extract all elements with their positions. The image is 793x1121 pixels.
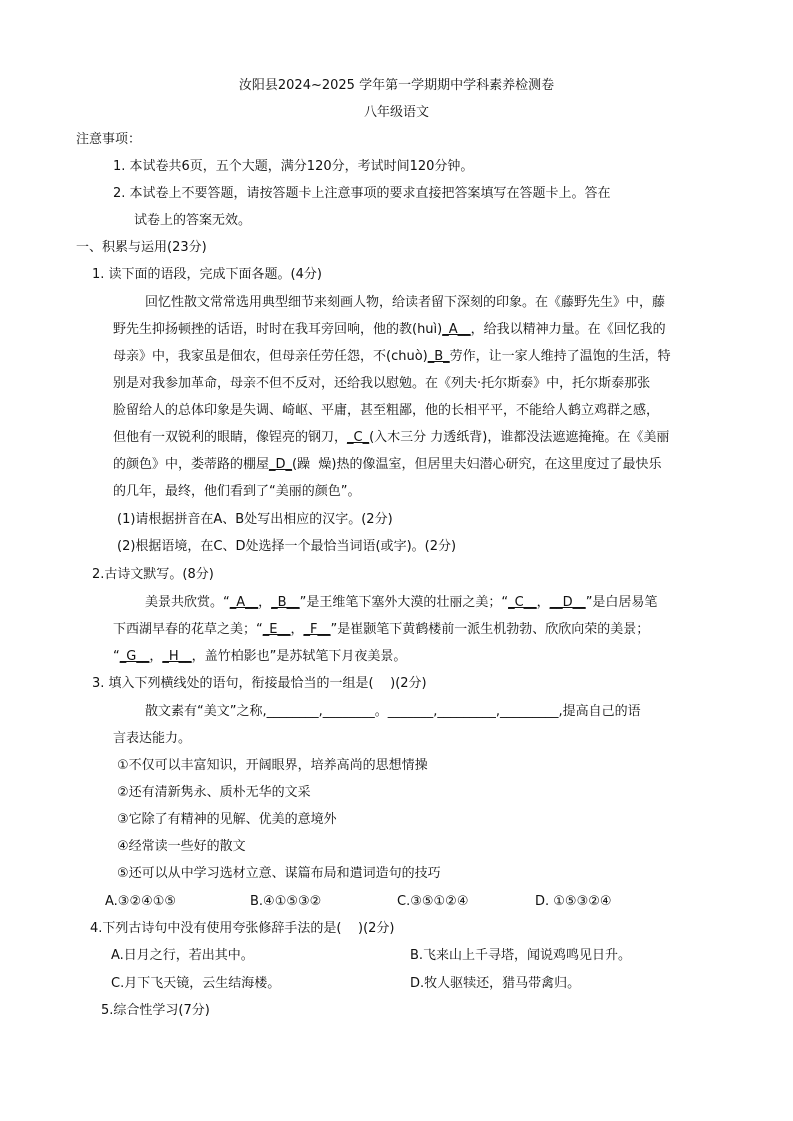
q4-choice-b: B.飞来山上千寻塔，闻说鸡鸣见日升。 (410, 948, 632, 963)
q3-body-line2: 言表达能力。 (113, 731, 192, 746)
q4-choice-d: D.牧人驱犊还，猎马带禽归。 (410, 976, 581, 991)
q3-choice-c: C.③⑤①②④ (397, 894, 469, 909)
blank-b: _B_ (427, 349, 450, 364)
q4-stem: 4.下列古诗句中没有使用夸张修辞手法的是( )(2分) (90, 921, 395, 936)
q2-line1: 美景共欣赏。“_A__，_B__”是王维笔下塞外大漠的壮丽之美；“_C__，__D__”是白居易笔 (145, 595, 658, 610)
q1-para-line6: 但他有一双锐利的眼睛，像锃亮的钢刀，_C_(入木三分 力透纸背)，谁都没法遮遮掩掩。在《美丽 (113, 430, 670, 445)
q3-choice-b: B.④①⑤③② (250, 894, 322, 909)
q1-para-line5: 脸留给人的总体印象是失调、崎岖、平庸，甚至粗鄙，他的长相平平，不能给人鹤立鸡群之感， (113, 403, 660, 418)
section1-heading: 一、积累与运用(23分) (76, 240, 207, 255)
q1-para-line2: 野先生抑扬顿挫的话语，时时在我耳旁回响，他的教(huì)_A__，给我以精神力量。在《回忆我的 (113, 322, 666, 337)
q1-para-line3: 母亲》中，我家虽是佃农，但母亲任劳任怨，不(chuò)_B_劳作，让一家人维持了温饱的生活，特 (113, 349, 671, 364)
q3-option-2: ②还有清新隽永、质朴无华的文采 (117, 785, 311, 800)
q2-line3: “_G__，_H__，盖竹柏影也”是苏轼笔下月夜美景。 (113, 649, 407, 664)
q4-choice-c: C.月下飞天镜，云生结海楼。 (111, 976, 281, 991)
q1-para-line1: 回忆性散文常常选用典型细节来刻画人物，给读者留下深刻的印象。在《藤野先生》中，藤 (145, 295, 666, 310)
exam-title: 汝阳县2024~2025 学年第一学期期中学科素养检测卷 (238, 78, 555, 93)
q2-stem: 2.古诗文默写。(8分) (92, 567, 214, 582)
blank-d: _D_ (269, 457, 293, 472)
q5-stem: 5.综合性学习(7分) (101, 1003, 210, 1018)
q1-para-line7: 的颜色》中，娄蒂路的棚屋_D_(躁 燥)热的像温室，但居里夫妇潜心研究，在这里度过了最快乐 (113, 457, 662, 472)
blank-c: _C_ (347, 430, 370, 445)
q1-sub-2: (2)根据语境，在C、D处选择一个最恰当词语(或字)。(2分) (117, 539, 457, 554)
exam-subtitle: 八年级语文 (363, 105, 429, 120)
q1-sub-1: (1)请根据拼音在A、B处写出相应的汉字。(2分) (117, 512, 393, 527)
q3-stem: 3. 填入下列横线处的语句，衔接最恰当的一组是( )(2分) (92, 676, 427, 691)
q3-body-line1: 散文素有“美文”之称,________,________。_______,_________,_________,提高自己的语 (145, 704, 641, 719)
q1-para-line4: 别是对我参加革命，母亲不但不反对，还给我以慰勉。在《列夫·托尔斯泰》中，托尔斯泰那张 (113, 376, 651, 391)
notes-item-2a: 2. 本试卷上不要答题，请按答题卡上注意事项的要求直接把答案填写在答题卡上。答在 (113, 186, 611, 201)
notes-item-1: 1. 本试卷共6页，五个大题，满分120分，考试时间120分钟。 (113, 159, 474, 174)
q4-choice-a: A.日月之行，若出其中。 (111, 948, 254, 963)
q3-choice-d: D. ①⑤③②④ (535, 894, 612, 909)
q3-option-3: ③它除了有精神的见解、优美的意境外 (117, 812, 337, 827)
blank-a: _A__ (442, 322, 471, 337)
q1-stem: 1. 读下面的语段，完成下面各题。(4分) (92, 267, 322, 282)
q2-line2: 下西湖早春的花草之美；“_E__，_F__”是崔颢笔下黄鹤楼前一派生机勃勃、欣欣向荣的美景； (113, 622, 650, 637)
q3-option-1: ①不仅可以丰富知识，开阔眼界，培养高尚的思想情操 (117, 758, 428, 773)
notes-item-2b: 试卷上的答案无效。 (134, 213, 252, 228)
notes-heading: 注意事项： (76, 132, 142, 147)
q3-option-5: ⑤还可以从中学习选材立意、谋篇布局和遣词造句的技巧 (117, 866, 441, 881)
q1-para-line8: 的几年，最终，他们看到了“美丽的颜色”。 (113, 484, 361, 499)
q3-choice-a: A.③②④①⑤ (105, 894, 177, 909)
q3-option-4: ④经常读一些好的散文 (117, 839, 246, 854)
